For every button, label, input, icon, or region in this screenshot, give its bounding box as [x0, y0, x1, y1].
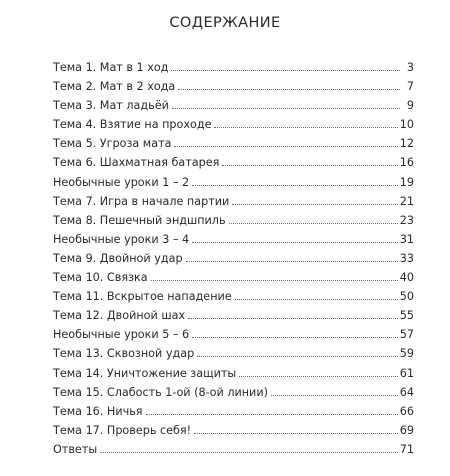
toc-page-number: 71: [399, 442, 414, 456]
toc-entry-label: Ответы: [53, 442, 98, 456]
toc-entry: [53, 115, 414, 134]
dot-leader: [186, 260, 398, 262]
toc-entry-label: Тема 4. Взятие на проходе: [53, 118, 212, 132]
toc-entry: [53, 306, 414, 325]
dot-leader: [239, 375, 398, 377]
toc-entry: [53, 211, 414, 230]
toc-entry: [53, 230, 414, 249]
toc-page-number: 66: [399, 404, 414, 418]
toc-entry: [53, 96, 414, 115]
toc-page-number: 61: [399, 366, 414, 380]
dot-leader: [214, 126, 397, 128]
toc-entry: [53, 173, 414, 192]
toc-entry-label: Необычные уроки 3 – 4: [53, 232, 190, 246]
dot-leader: [192, 241, 398, 243]
dot-leader: [174, 145, 397, 147]
dot-leader: [271, 394, 398, 396]
toc-entry-label: Тема 5. Угроза мата: [53, 137, 172, 151]
toc-entry: [53, 421, 414, 440]
dot-leader: [194, 432, 398, 434]
dot-leader: [192, 336, 398, 338]
dot-leader: [197, 355, 398, 357]
toc-page-number: 33: [399, 251, 414, 265]
dot-leader: [235, 298, 398, 300]
toc-entry-label: Тема 11. Вскрытое нападение: [53, 290, 232, 304]
toc-entry: [53, 325, 414, 344]
toc-entry: [53, 153, 414, 172]
dot-leader: [172, 107, 400, 109]
toc-page-number: 69: [399, 423, 414, 437]
dot-leader: [171, 69, 400, 71]
toc-entry-label: Тема 8. Пешечный эндшпиль: [53, 213, 226, 227]
toc-entry-label: Тема 1. Мат в 1 ход: [53, 61, 169, 74]
table-of-contents: [53, 58, 414, 459]
toc-entry-label: Тема 2. Мат в 2 хода: [53, 80, 176, 94]
toc-page-number: 16: [399, 156, 414, 170]
toc-page-number: 23: [399, 213, 414, 227]
toc-entry-label: Тема 12. Двойной шах: [53, 309, 186, 323]
dot-leader: [188, 317, 398, 319]
toc-entry-label: Тема 7. Игра в начале партии: [53, 194, 230, 208]
toc-entry: [53, 77, 414, 96]
toc-page-number: 57: [399, 328, 414, 342]
toc-page-number: 50: [399, 290, 414, 304]
toc-entry: [53, 383, 414, 402]
toc-entry-label: Тема 6. Шахматная батарея: [53, 156, 220, 170]
dot-leader: [229, 222, 398, 224]
toc-entry-label: Необычные уроки 5 – 6: [53, 328, 190, 342]
toc-entry-label: Тема 3. Мат ладьёй: [53, 99, 169, 113]
toc-entry: [53, 58, 414, 77]
toc-entry: [53, 192, 414, 211]
toc-entry: [53, 249, 414, 268]
toc-page-number: 64: [399, 385, 414, 399]
toc-entry-label: Тема 10. Связка: [53, 271, 148, 285]
toc-entry-label: Необычные уроки 1 – 2: [53, 175, 190, 189]
toc-entry-label: Тема 13. Сквозной удар: [53, 347, 195, 361]
toc-entry-label: Тема 17. Проверь себя!: [53, 423, 192, 437]
toc-page-number: 7: [406, 80, 414, 94]
dot-leader: [222, 164, 397, 166]
toc-page-number: 40: [399, 271, 414, 285]
toc-page-number: 21: [399, 194, 414, 208]
toc-entry: [53, 440, 414, 459]
dot-leader: [192, 184, 398, 186]
toc-page-number: 31: [399, 232, 414, 246]
toc-page-number: 19: [399, 175, 414, 189]
dot-leader: [151, 279, 398, 281]
toc-entry-label: Тема 9. Двойной удар: [53, 251, 183, 265]
toc-entry: [53, 364, 414, 383]
toc-entry-label: Тема 16. Ничья: [53, 404, 143, 418]
toc-page-number: 9: [406, 99, 414, 113]
dot-leader: [232, 203, 397, 205]
toc-entry: [53, 134, 414, 153]
dot-leader: [178, 88, 400, 90]
toc-entry: [53, 287, 414, 306]
toc-page-number: 59: [399, 347, 414, 361]
dot-leader: [100, 451, 398, 453]
dot-leader: [146, 413, 398, 415]
toc-entry-label: Тема 15. Слабость 1-ой (8-ой линии): [53, 385, 268, 399]
toc-entry: [53, 268, 414, 287]
toc-entry: [53, 344, 414, 363]
toc-entry-label: Тема 14. Уничтожение защиты: [53, 366, 237, 380]
toc-page-number: 12: [399, 137, 414, 151]
page-title: СОДЕРЖАНИЕ: [169, 15, 281, 31]
toc-page-number: 3: [406, 61, 414, 74]
toc-page-number: 55: [399, 309, 414, 323]
toc-page-number: 10: [399, 118, 414, 132]
toc-entry: [53, 402, 414, 421]
